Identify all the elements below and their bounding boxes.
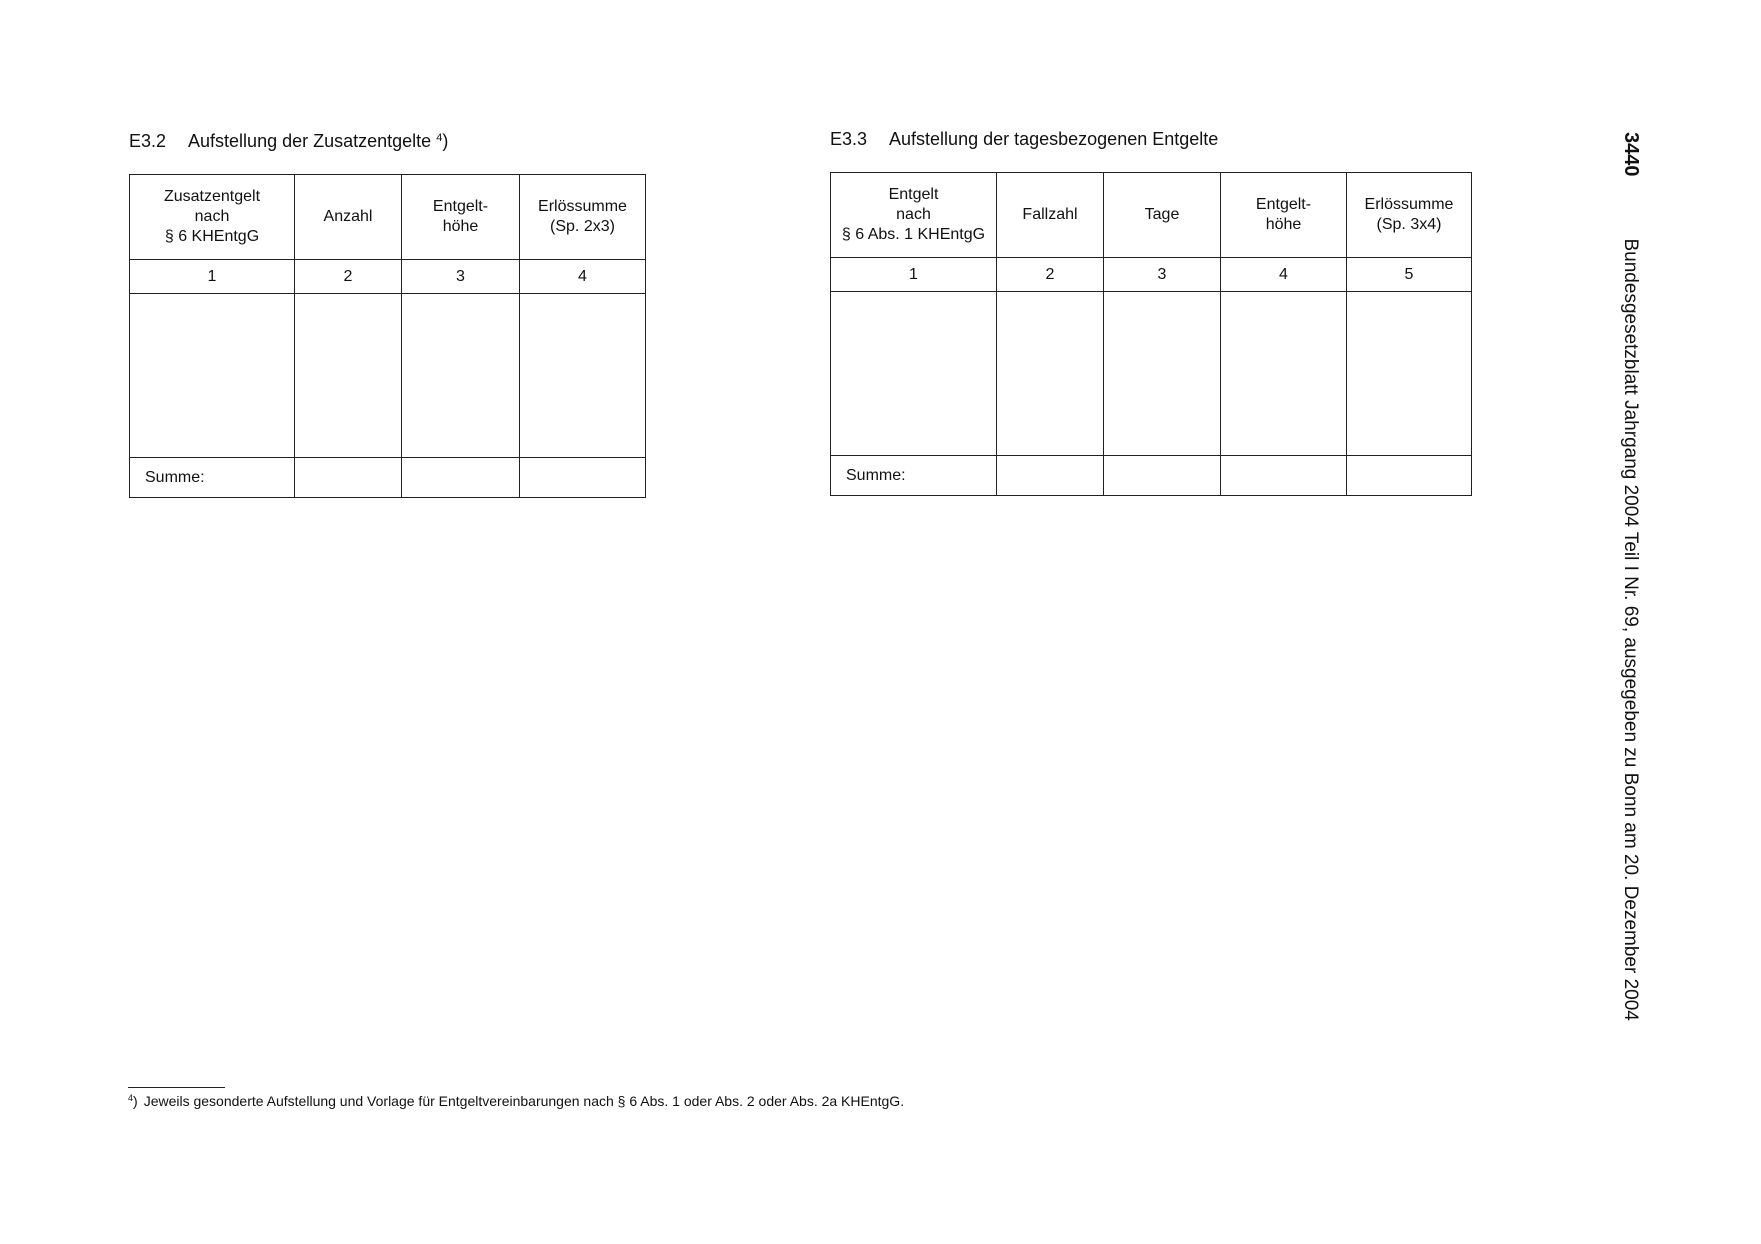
entry-row: [130, 294, 646, 458]
footnote-mark: 4: [128, 1093, 134, 1103]
running-head: [1619, 132, 1642, 1021]
sum-label: Summe:: [831, 456, 997, 496]
page-number: 3440: [1620, 132, 1642, 177]
footnote-divider: [128, 1087, 225, 1088]
column-number: 3: [1104, 258, 1221, 292]
section-number: E3.3: [830, 129, 868, 149]
section-number: E3.2: [129, 131, 167, 151]
column-header: Entgelt nach § 6 Abs. 1 KHEntgG: [831, 173, 997, 258]
column-number: 4: [520, 260, 646, 294]
entry-cell[interactable]: [130, 294, 295, 458]
column-header: Anzahl: [295, 175, 402, 260]
sum-cell[interactable]: [1221, 456, 1347, 496]
column-number: 3: [402, 260, 520, 294]
column-header: Erlössumme (Sp. 3x4): [1347, 173, 1472, 258]
sum-cell[interactable]: [402, 458, 520, 498]
column-number: 1: [130, 260, 295, 294]
column-header: Entgelt- höhe: [402, 175, 520, 260]
column-number: 2: [295, 260, 402, 294]
sum-cell[interactable]: [997, 456, 1104, 496]
column-number: 1: [831, 258, 997, 292]
running-title: Bundesgesetzblatt Jahrgang 2004 Teil I Nr. 69, ausgegeben zu Bonn am 20. Dezember 2004: [1620, 238, 1641, 1021]
sum-cell[interactable]: [520, 458, 646, 498]
column-number-row: [130, 260, 646, 294]
sum-row: [831, 456, 1472, 496]
sum-cell[interactable]: [1104, 456, 1221, 496]
column-number-row: [831, 258, 1472, 292]
section-heading: Aufstellung der tagesbezogenen Entgelte: [889, 129, 1219, 149]
sum-label: Summe:: [130, 458, 295, 498]
column-header: Entgelt- höhe: [1221, 173, 1347, 258]
sum-cell[interactable]: [295, 458, 402, 498]
entry-cell[interactable]: [831, 292, 997, 456]
table-zusatzentgelte: [129, 174, 646, 498]
table-header-row: [831, 173, 1472, 258]
entry-cell[interactable]: [520, 294, 646, 458]
sum-cell[interactable]: [1347, 456, 1472, 496]
entry-cell[interactable]: [402, 294, 520, 458]
entry-cell[interactable]: [1104, 292, 1221, 456]
entry-cell[interactable]: [295, 294, 402, 458]
entry-row: [831, 292, 1472, 456]
column-number: 5: [1347, 258, 1472, 292]
column-header: Fallzahl: [997, 173, 1104, 258]
entry-cell[interactable]: [1347, 292, 1472, 456]
column-header: Zusatzentgelt nach § 6 KHEntgG: [130, 175, 295, 260]
sum-row: [130, 458, 646, 498]
table-tagesbezogene-entgelte: [830, 172, 1472, 496]
section-heading: Aufstellung der Zusatzentgelte $^4$): [188, 131, 449, 151]
section-title-e32: [129, 131, 448, 152]
column-number: 4: [1221, 258, 1347, 292]
table-header-row: [130, 175, 646, 260]
footnote-reference: 4: [436, 132, 443, 144]
footnote-text: Jeweils gesonderte Aufstellung und Vorlage für Entgeltvereinbarungen nach § 6 Abs. 1 oder Abs. 2 oder Abs. 2a KHEntgG.: [143, 1093, 905, 1109]
entry-cell[interactable]: [997, 292, 1104, 456]
column-number: 2: [997, 258, 1104, 292]
column-header: Tage: [1104, 173, 1221, 258]
entry-cell[interactable]: [1221, 292, 1347, 456]
column-header: Erlössumme (Sp. 2x3): [520, 175, 646, 260]
section-title-e33: [830, 129, 1218, 150]
footnote: $^4$) Jeweils gesonderte Aufstellung und Vorlage für Entgeltvereinbarungen nach § 6 Abs. 1 oder Abs. 2 oder Abs. 2a KHEntgG.: [128, 1093, 905, 1109]
